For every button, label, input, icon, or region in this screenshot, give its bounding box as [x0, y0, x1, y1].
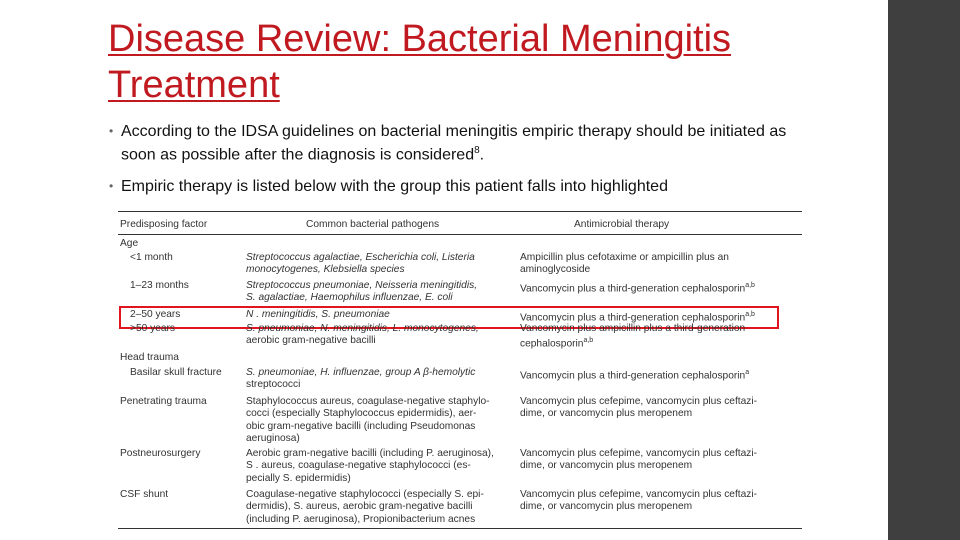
table-cell-pathogens: aeruginosa)	[246, 432, 300, 444]
table-cell-pathogens: S . aureus, coagulase-negative staphylococci (es-	[246, 460, 471, 472]
table-cell-factor: Penetrating trauma	[120, 396, 207, 407]
table-cell-factor: 2–50 years	[130, 309, 181, 320]
table-cell-pathogens: streptococci	[246, 379, 301, 391]
table-cell-therapy: aminoglycoside	[520, 264, 591, 276]
table-cell-factor: CSF shunt	[120, 489, 169, 500]
bullet-text: According to the IDSA guidelines on bacterial meningitis empiric therapy should be initiated as soon as possible after the diagnosis is considered	[121, 123, 787, 164]
table-cell-therapy: Ampicillin plus cefotaxime or ampicillin plus an	[520, 252, 729, 263]
table-cell-pathogens: monocytogenes, Klebsiella species	[246, 264, 405, 276]
bullet-dot-icon: •	[109, 124, 114, 138]
bullet-suffix: .	[479, 146, 485, 164]
treatment-table	[118, 210, 802, 530]
table-cell-therapy: Vancomycin plus a third-generation cephalosporin$^{a,b}$	[520, 311, 755, 324]
table-cell-pathogens: (including P. aeruginosa), Propionibacterium acnes	[246, 513, 476, 525]
table-cell-pathogens: S. pneumoniae, H. influenzae, group A β-hemolytic	[246, 367, 476, 378]
table-cell-therapy: Vancomycin plus ampicillin plus a third-generation	[520, 323, 746, 334]
table-cell-factor: <1 month	[130, 252, 173, 263]
table-cell-therapy: dime, or vancomycin plus meropenem	[520, 460, 693, 472]
table-cell-therapy: Vancomycin plus cefepime, vancomycin plus ceftazi-	[520, 396, 758, 407]
table-top-rule	[118, 211, 802, 212]
table-cell-factor: Head trauma	[120, 352, 179, 363]
table-cell-therapy: dime, or vancomycin plus meropenem	[520, 501, 693, 513]
table-cell-pathogens: Aerobic gram-negative bacilli (including P. aeruginosa),	[246, 448, 494, 459]
slide-title: Disease Review: Bacterial Meningitis Treatment	[108, 18, 732, 106]
citation-superscript: 8	[474, 145, 480, 156]
table-cell-factor: Postneurosurgery	[120, 448, 201, 459]
table-cell-therapy: Vancomycin plus cefepime, vancomycin plus ceftazi-	[520, 489, 758, 500]
header-bottom-rule	[118, 234, 802, 235]
therapy-superscript: a	[745, 369, 750, 376]
header-therapy: Antimicrobial therapy	[574, 219, 670, 230]
table-cell-pathogens: pecially S. epidermidis)	[246, 472, 351, 484]
table-cell-pathogens: cocci (especially Staphylococcus epidermidis), aer-	[246, 408, 477, 420]
bullet-text: Empiric therapy is listed below with the group this patient falls into highlighted	[121, 178, 668, 196]
table-cell-factor: Basilar skull fracture	[130, 367, 222, 378]
therapy-superscript: a,b	[745, 311, 755, 318]
table-cell-pathogens: Streptococcus pneumoniae, Neisseria meningitidis,	[246, 280, 478, 291]
table-cell-factor: >50 years	[130, 323, 176, 334]
table-cell-pathogens: S. pneumoniae, N. meningitidis, L. monocytogenes,	[246, 323, 479, 334]
therapy-superscript: a,b	[745, 282, 755, 289]
table-cell-pathogens: aerobic gram-negative bacilli	[246, 335, 376, 347]
table-cell-therapy: cephalosporin$^{a,b}$	[520, 337, 594, 350]
table-cell-therapy: Vancomycin plus cefepime, vancomycin plus ceftazi-	[520, 448, 758, 459]
table-cell-pathogens: S. agalactiae, Haemophilus influenzae, E. coli	[246, 292, 453, 304]
table-cell-therapy: Vancomycin plus a third-generation cephalosporin$^{a,b}$	[520, 282, 755, 295]
table-cell-therapy: Vancomycin plus a third-generation cephalosporin$^a$	[520, 369, 750, 382]
bullet-item	[109, 122, 809, 164]
header-pathogens: Common bacterial pathogens	[306, 219, 440, 230]
table-cell-pathogens: dermidis), S. aureus, aerobic gram-negative bacilli	[246, 501, 473, 513]
header-predisposing-factor: Predisposing factor	[120, 219, 208, 230]
bullet-dot-icon: •	[109, 179, 114, 194]
table-cell-pathogens: obic gram-negative bacilli (including Pseudomonas	[246, 420, 476, 432]
bullet-item	[109, 177, 809, 196]
table-cell-factor: 1–23 months	[130, 280, 189, 291]
table-cell-pathogens: N . meningitidis, S. pneumoniae	[246, 309, 390, 320]
table-cell-pathogens: Streptococcus agalactiae, Escherichia coli, Listeria	[246, 252, 475, 263]
therapy-superscript: a,b	[583, 337, 594, 345]
bullet-list	[109, 122, 809, 196]
table-cell-pathogens: Staphylococcus aureus, coagulase-negative staphylo-	[246, 396, 490, 407]
right-sidebar-bar	[888, 0, 960, 540]
table-cell-factor: Age	[120, 238, 139, 249]
table-bottom-rule	[118, 528, 802, 529]
table-cell-pathogens: Coagulase-negative staphylococci (especially S. epi-	[246, 489, 484, 500]
table-cell-therapy: dime, or vancomycin plus meropenem	[520, 408, 693, 420]
